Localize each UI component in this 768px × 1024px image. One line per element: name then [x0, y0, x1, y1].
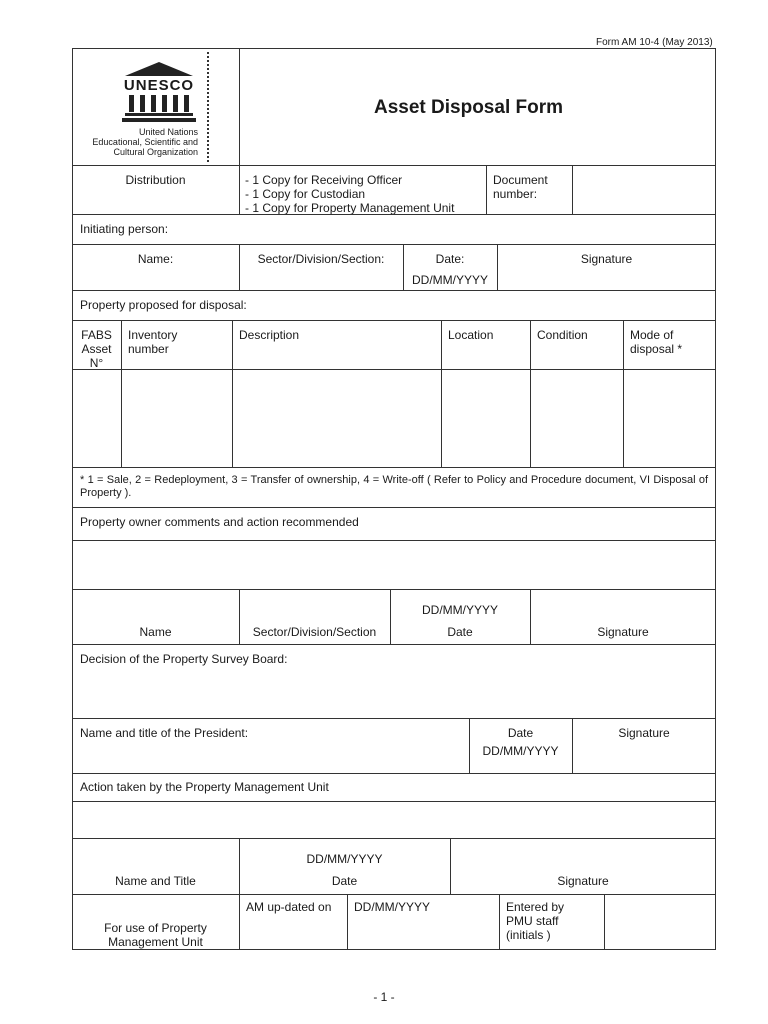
initiating-sector-label: Sector/Division/Section:: [257, 252, 385, 266]
document-number-field[interactable]: [573, 166, 715, 214]
initiating-signature-label: Signature: [580, 252, 633, 266]
col-fabs-asset: FABS: [81, 328, 112, 342]
pmu-action-field[interactable]: [73, 802, 715, 838]
owner-comments-label: Property owner comments and action recommended: [80, 515, 359, 529]
header-dotted-rule: [207, 52, 209, 162]
distribution-copy-pmu: - 1 Copy for Property Management Unit: [245, 201, 455, 215]
am-updated-date-format: DD/MM/YYYY: [354, 900, 431, 914]
pmu-use-label-2: Management Unit: [108, 935, 203, 949]
page-number: - 1 -: [373, 990, 395, 1004]
president-date-format: DD/MM/YYYY: [482, 744, 559, 758]
entered-by-label-2: PMU staff: [506, 914, 559, 928]
entered-by-label: Entered by: [506, 900, 565, 914]
distribution-label: Distribution: [125, 173, 186, 187]
pmu-date-format: DD/MM/YYYY: [306, 852, 383, 866]
initiating-person-label: Initiating person:: [80, 222, 169, 236]
pmu-date-label: Date: [331, 874, 358, 888]
pmu-signature-label: Signature: [557, 874, 609, 888]
col-inventory-number: Inventory: [128, 328, 178, 342]
initiating-date-format: DD/MM/YYYY: [411, 273, 488, 287]
document-number-label: Document: [493, 173, 548, 187]
col-inventory-number-2: number: [128, 342, 169, 356]
owner-date-label: Date: [447, 625, 473, 639]
initiating-name-label: Name:: [137, 252, 174, 266]
owner-name-label: Name: [139, 625, 172, 639]
col-fabs-asset-2: Asset: [81, 342, 112, 356]
document-number-label-2: number:: [493, 187, 538, 201]
owner-signature-label: Signature: [597, 625, 649, 639]
president-name-title-label: Name and title of the President:: [80, 726, 249, 740]
owner-date-format: DD/MM/YYYY: [421, 603, 498, 617]
header-divider: [239, 48, 240, 166]
owner-sector-label: Sector/Division/Section: [252, 625, 377, 639]
col-mode-of-disposal: Mode of: [630, 328, 674, 342]
col-description: Description: [239, 328, 300, 342]
president-signature-label: Signature: [618, 726, 670, 740]
col-condition: Condition: [537, 328, 588, 342]
pmu-initials-field[interactable]: [605, 895, 715, 949]
pmu-name-title-label: Name and Title: [115, 874, 196, 888]
pmu-use-label: For use of Property: [104, 921, 207, 935]
property-label: Property proposed for disposal:: [80, 298, 247, 312]
disposal-mode-footnote: * 1 = Sale, 2 = Redeployment, 3 = Transfer of ownership, 4 = Write-off ( Refer to Policy and Procedure document, VI Disposal of Property ).: [80, 474, 708, 499]
distribution-copy-custodian: - 1 Copy for Custodian: [245, 187, 366, 201]
unesco-logo-text: UNESCO: [121, 77, 197, 95]
form-title: Asset Disposal Form: [374, 97, 563, 118]
col-mode-of-disposal-2: disposal *: [630, 342, 683, 356]
col-location: Location: [448, 328, 494, 342]
property-entry-row[interactable]: [73, 370, 715, 467]
form-code: Form AM 10-4 (May 2013): [596, 37, 713, 48]
col-fabs-asset-3: N°: [89, 356, 104, 370]
distribution-copy-receiving: - 1 Copy for Receiving Officer: [245, 173, 403, 187]
entered-by-label-3: (initials ): [506, 928, 551, 942]
initiating-date-label: Date:: [435, 252, 465, 266]
board-decision-field[interactable]: [73, 670, 715, 717]
org-name-line2: Educational, Scientific and: [92, 137, 198, 147]
am-updated-label: AM up-dated on: [246, 900, 332, 914]
owner-comments-field[interactable]: [73, 541, 715, 589]
board-decision-label: Decision of the Property Survey Board:: [80, 652, 288, 666]
org-name-line3: Cultural Organization: [113, 147, 198, 157]
president-date-label: Date: [507, 726, 534, 740]
pmu-action-label: Action taken by the Property Management Unit: [80, 780, 329, 794]
org-name-line1: United Nations: [138, 127, 198, 137]
